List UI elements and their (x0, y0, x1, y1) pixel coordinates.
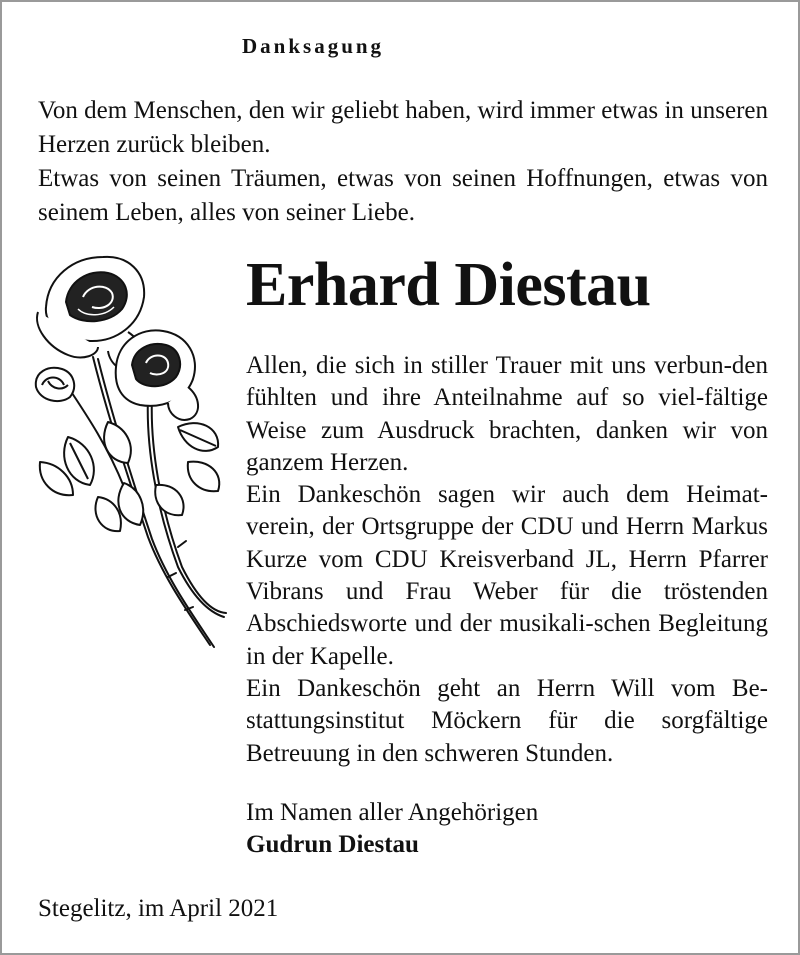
rose-bud (36, 368, 74, 401)
rose-middle (116, 330, 198, 420)
signer-name: Gudrun Diestau (246, 831, 419, 858)
leaves (40, 422, 219, 531)
intro-line-2: Etwas von seinen Träumen, etwas von seinen Hoffnungen, etwas von seinem Leben, alles von seiner Liebe. (38, 165, 768, 226)
place-date: Stegelitz, im April 2021 (38, 895, 279, 922)
thanks-paragraph-1: Allen, die sich in stiller Trauer mit uns verbun-den fühlten und ihre Anteilnahme auf so viel-fältige Weise zum Ausdruck brachten, danken wir von ganzem Herzen. (246, 352, 768, 476)
intro-quote (38, 94, 768, 230)
deceased-name: Erhard Diestau (246, 251, 651, 319)
thanks-paragraph-2: Ein Dankeschön sagen wir auch dem Heimat-verein, der Ortsgruppe der CDU und Herrn Markus Kurze vom CDU Kreisverband JL, Herrn Pfarrer Vibrans und Frau Weber für die tröstenden Abschiedsworte und der musikali-schen Begleitung in der Kapelle. (246, 481, 768, 670)
intro-line-1: Von dem Menschen, den wir geliebt haben, wird immer etwas in unseren Herzen zurück bleiben. (38, 97, 768, 158)
roses-illustration (28, 247, 238, 652)
notice-heading: Danksagung (242, 34, 385, 58)
thanks-text (246, 350, 768, 770)
closing-line: Im Namen aller Angehörigen (246, 799, 539, 826)
thanks-paragraph-3: Ein Dankeschön geht an Herrn Will vom Be-stattungsinstitut Möckern für die sorgfältige Betreuung in den schweren Stunden. (246, 674, 768, 767)
closing-block (246, 797, 538, 861)
